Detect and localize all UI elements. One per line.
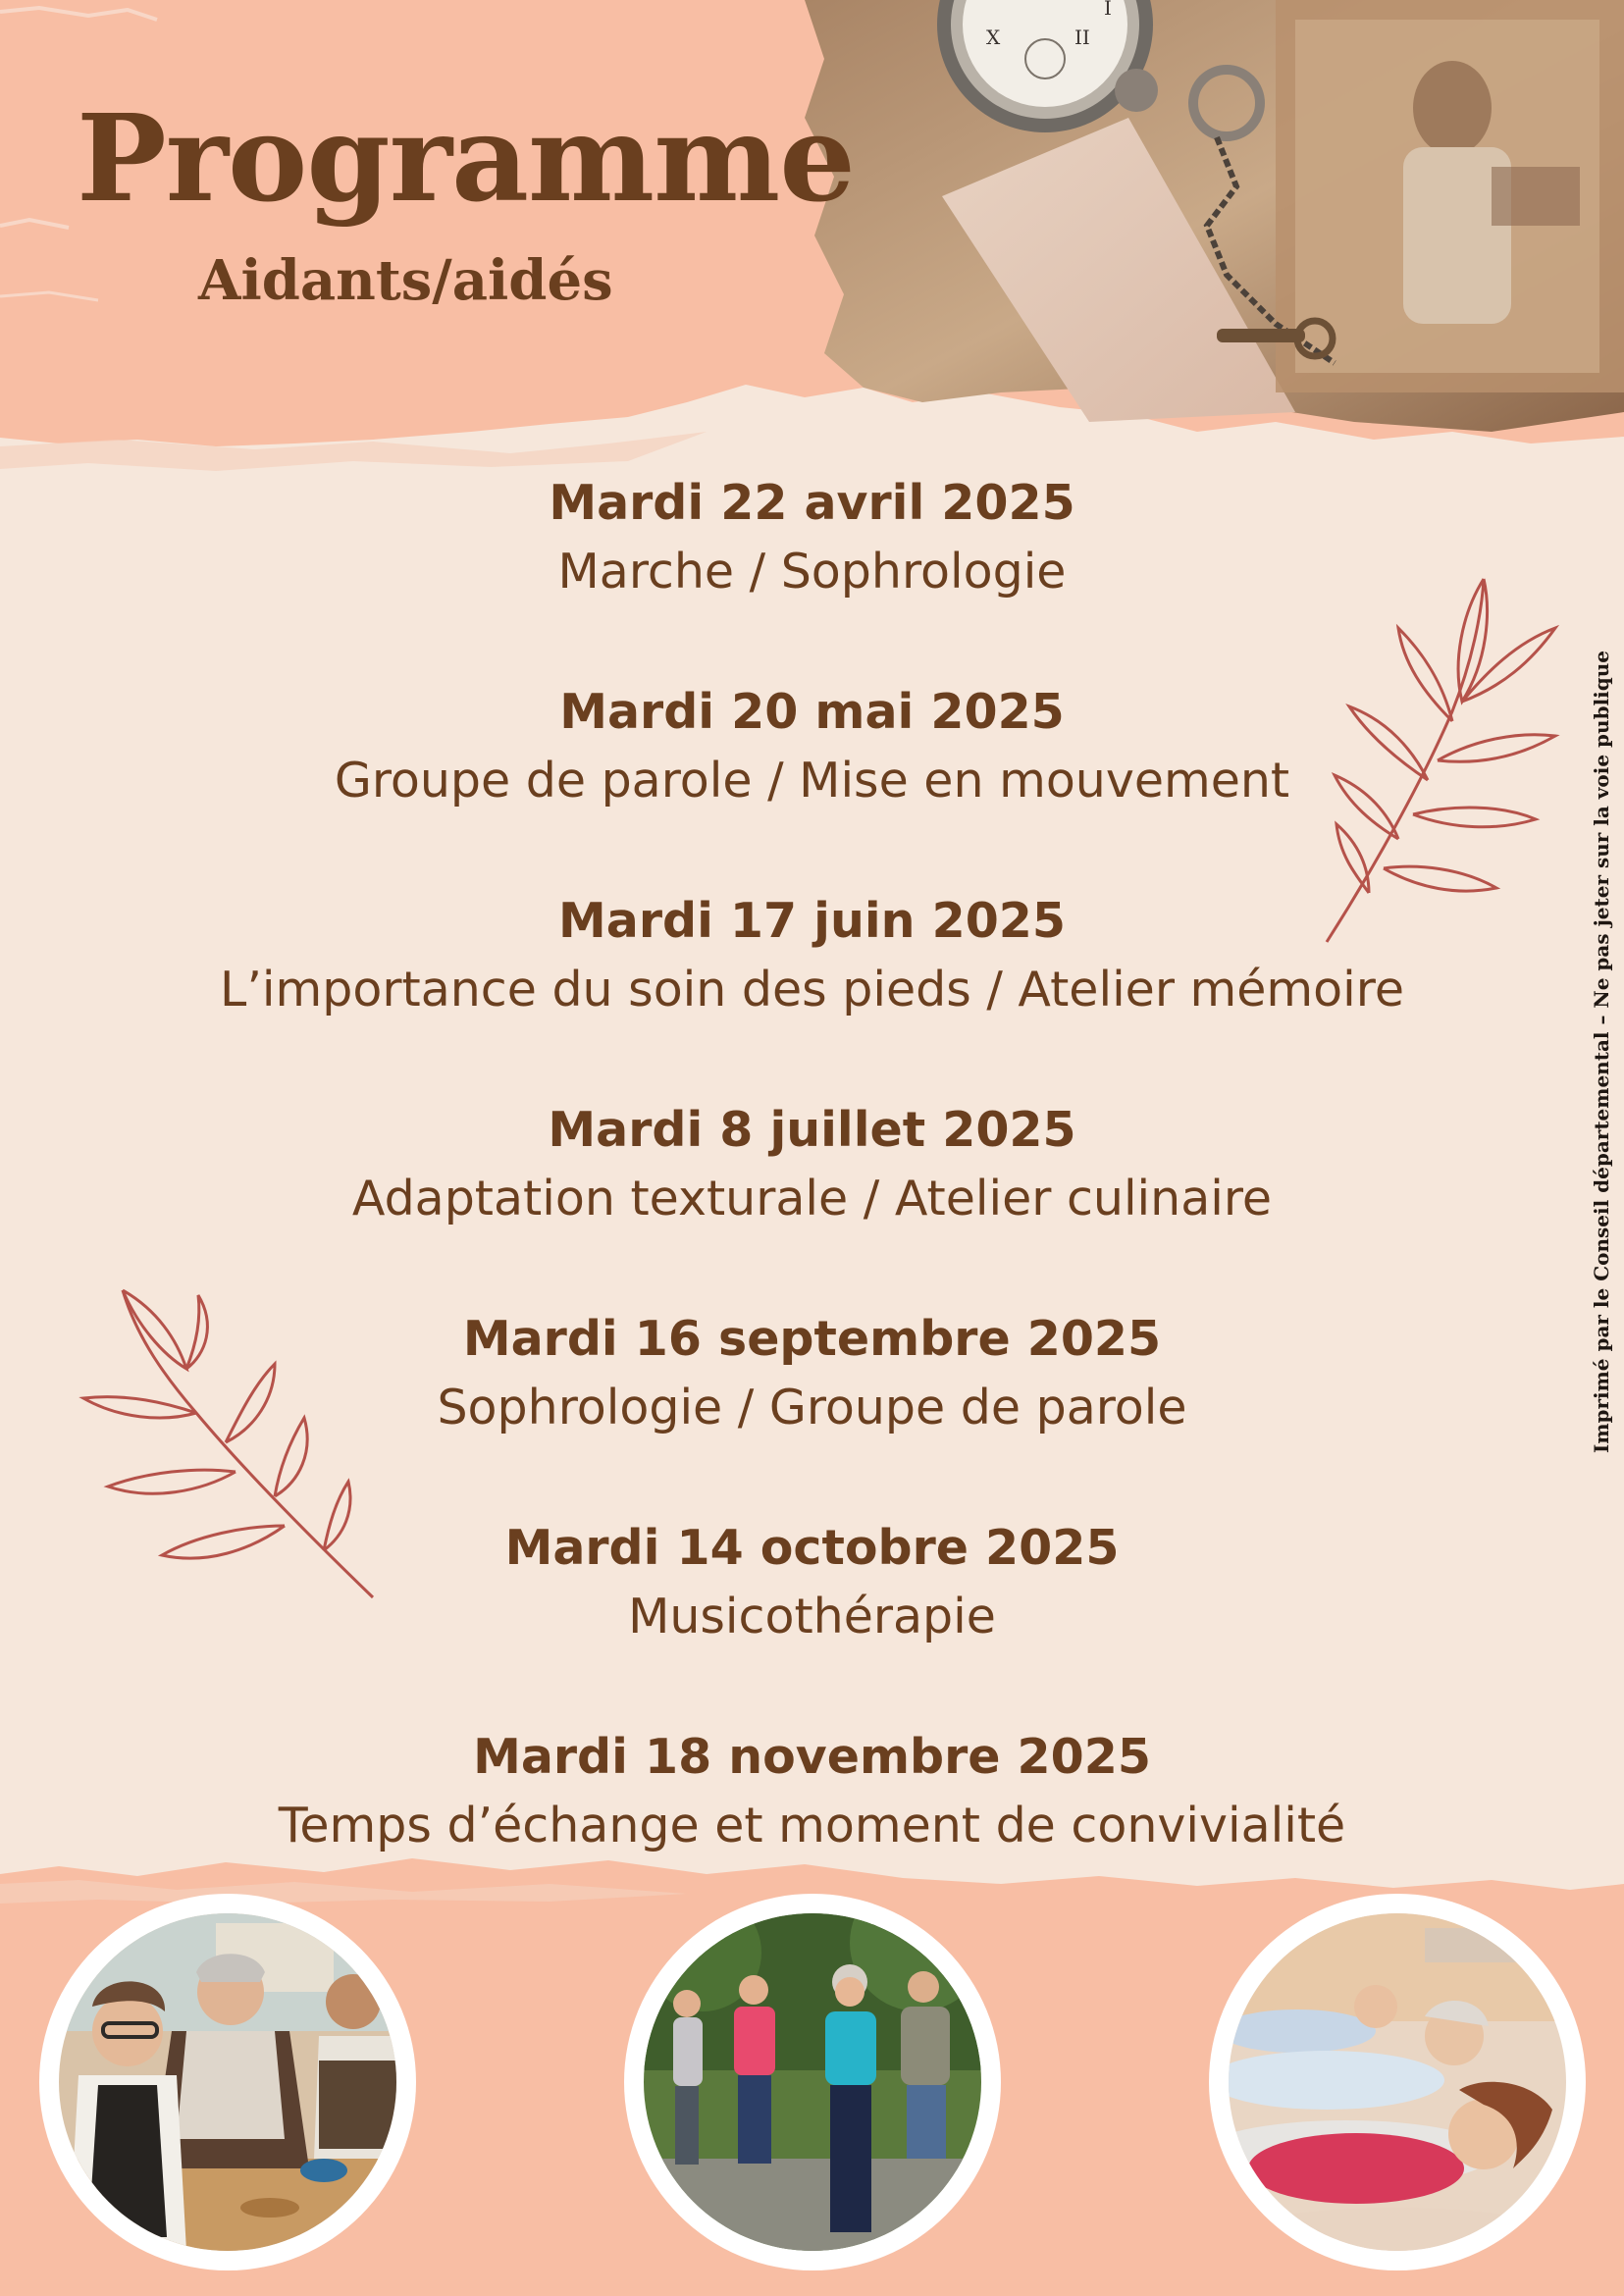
entry-activity: Musicothérapie	[628, 1589, 996, 1644]
print-notice-text: Imprimé par le Conseil départemental – Ne pas jeter sur la voie publique	[1590, 650, 1613, 1454]
entry-date: Mardi 8 juillet 2025	[548, 1102, 1076, 1158]
schedule-list	[128, 469, 1496, 1932]
entry-date: Mardi 20 mai 2025	[559, 684, 1065, 740]
entry-activity: Sophrologie / Groupe de parole	[437, 1380, 1187, 1435]
entry-date: Mardi 16 septembre 2025	[462, 1311, 1162, 1367]
page-title: Programme	[77, 87, 855, 229]
page-subtitle: Aidants/aidés	[198, 248, 613, 313]
svg-text:I: I	[1104, 0, 1112, 20]
entry-activity: Marche / Sophrologie	[557, 544, 1067, 600]
schedule-entry	[128, 1514, 1496, 1723]
svg-text:X: X	[986, 26, 1001, 49]
schedule-entry	[128, 678, 1496, 887]
vintage-photo-collage	[805, 0, 1624, 442]
entry-date: Mardi 22 avril 2025	[549, 475, 1075, 531]
entry-activity: Temps d’échange et moment de convivialité	[278, 1798, 1346, 1853]
schedule-entry	[128, 1305, 1496, 1514]
cooking-workshop-photo	[39, 1894, 416, 2270]
schedule-entry	[128, 1096, 1496, 1305]
entry-date: Mardi 18 novembre 2025	[473, 1729, 1151, 1785]
sophrology-relaxation-photo	[1209, 1894, 1586, 2270]
entry-date: Mardi 17 juin 2025	[558, 893, 1066, 949]
schedule-entry	[128, 887, 1496, 1096]
schedule-entry	[128, 469, 1496, 678]
entry-activity: Groupe de parole / Mise en mouvement	[334, 753, 1290, 809]
svg-text:II: II	[1074, 26, 1090, 49]
entry-activity: L’importance du soin des pieds / Atelier mémoire	[220, 962, 1404, 1018]
entry-activity: Adaptation texturale / Atelier culinaire	[351, 1171, 1273, 1226]
entry-date: Mardi 14 octobre 2025	[504, 1520, 1120, 1576]
walking-group-photo	[624, 1894, 1001, 2270]
